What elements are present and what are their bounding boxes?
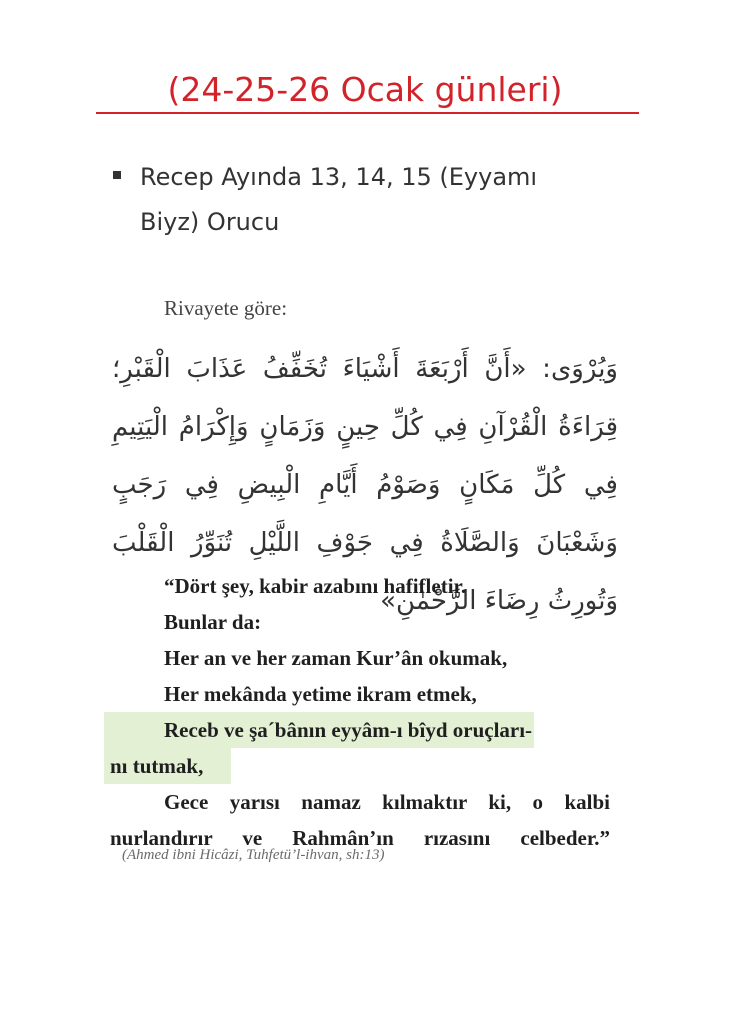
source-citation: (Ahmed ibni Hicâzi, Tuhfetü’l-ihvan, sh:13): [122, 847, 385, 863]
title-underline: [96, 112, 639, 114]
arabic-hadith-text: وَيُرْوَى: «أَنَّ أَرْبَعَةَ أَشْيَاءَ تُخَفِّفُ عَذَابَ الْقَبْرِ؛ قِرَاءَةُ الْقُرْآنِ فِي كُلِّ حِينٍ وَزَمَانٍ وَإِكْرَامُ الْيَتِيمِ فِي كُلِّ مَكَانٍ وَصَوْمُ أَيَّامِ الْبِيضِ فِي رَجَبٍ وَشَعْبَانَ وَالصَّلَاةُ فِي جَوْفِ اللَّيْلِ تُنَوِّرُ الْقَلْبَ وَتُورِثُ رِضَاءَ الرَّحْمٰنِ»: [112, 354, 618, 616]
translation-line-1: “Dört şey, kabir azabını hafifletir.: [164, 574, 467, 598]
heading-line-1: Recep Ayında 13, 14, 15 (Eyyamı: [140, 163, 538, 191]
heading-line-2: Biyz) Orucu: [140, 208, 280, 236]
translation-line-5-highlighted: Receb ve şa´bânın eyyâm-ı bîyd oruçları-: [104, 712, 534, 748]
translation-line-2: Bunlar da:: [164, 610, 262, 634]
turkish-translation: [110, 568, 610, 856]
translation-line-6-highlighted: nı tutmak,: [104, 748, 231, 784]
square-bullet-icon: [113, 171, 121, 179]
page-title: (24-25-26 Ocak günleri): [167, 70, 563, 109]
translation-line-3: Her an ve her zaman Kur’ân okumak,: [164, 646, 508, 670]
translation-line-7: Gece yarısı namaz kılmaktır ki, o kalbi: [164, 790, 610, 814]
bullet-heading: [140, 155, 600, 245]
translation-line-8: nurlandırır ve Rahmân’ın rızasını celbeder.”: [110, 826, 610, 850]
rivayet-label: Rivayete göre:: [164, 296, 288, 320]
translation-line-4: Her mekânda yetime ikram etmek,: [164, 682, 477, 706]
